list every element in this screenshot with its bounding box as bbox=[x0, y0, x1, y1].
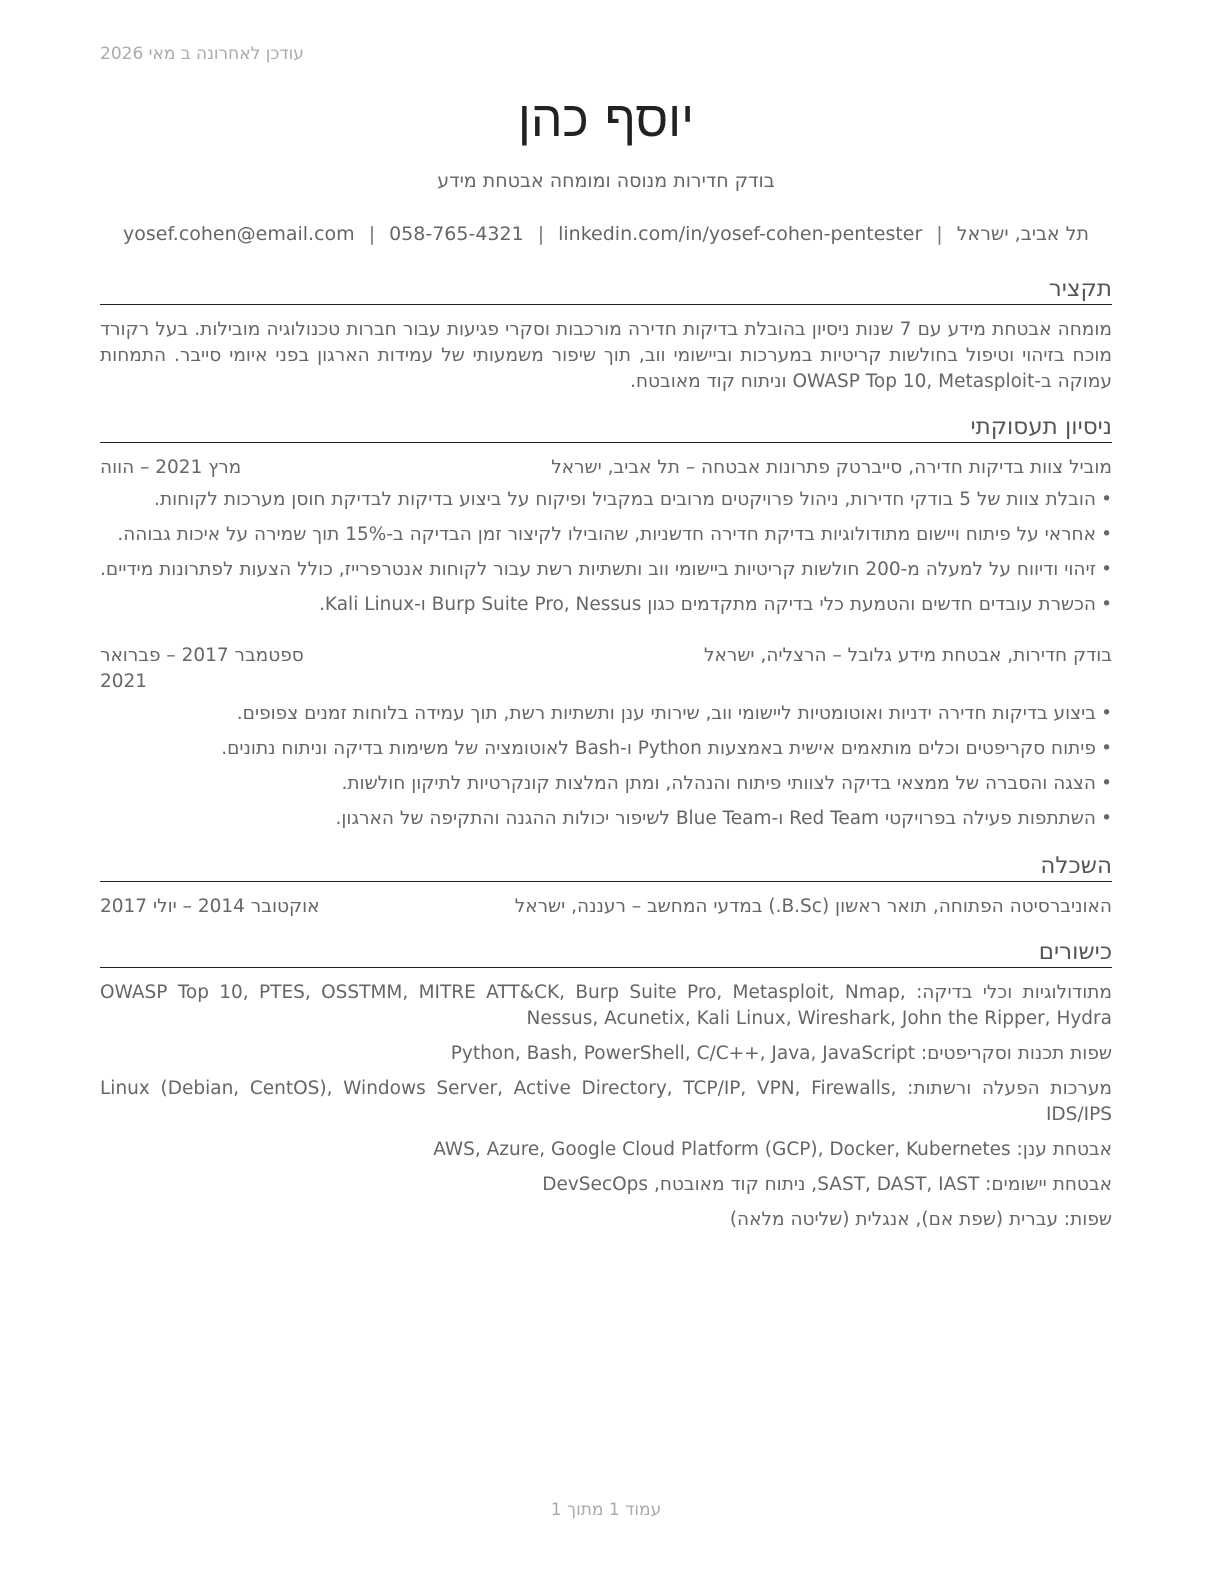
education-date: אוקטובר 2014 – יולי 2017 bbox=[100, 896, 320, 917]
summary-section bbox=[100, 274, 1112, 395]
candidate-subtitle: בודק חדירות מנוסה ומומחה אבטחת מידע bbox=[437, 170, 775, 192]
job-entry bbox=[100, 643, 1112, 832]
contact-separator: | bbox=[537, 223, 545, 245]
summary-text: מומחה אבטחת מידע עם 7 שנות ניסיון בהובלת בדיקות חדירה מורכבות וסקרי פגיעות עבור חברות טכנולוגיה מובילות. בעל רקורד מוכח בזיהוי וטיפול בחולשות קריטיות במערכות וביישומי ווב, תוך שיפור משמעותי של עמידות הארגון בפני איומי סייבר. התמחות עמוקה ב-OWASP Top 10, Metasploit וניתוח קוד מאובטח. bbox=[100, 319, 1112, 392]
contact-linkedin[interactable]: linkedin.com/in/yosef-cohen-pentester bbox=[558, 223, 923, 245]
job-bullets bbox=[100, 701, 1112, 832]
job-date: מרץ 2021 – הווה bbox=[100, 457, 242, 478]
contact-location: תל אביב, ישראל bbox=[956, 223, 1089, 245]
skill-line: אבטחת ענן: AWS, Azure, Google Cloud Platform (GCP), Docker, Kubernetes bbox=[433, 1139, 1112, 1160]
list-item: • זיהוי ודיווח על למעלה מ-200 חולשות קריטיות ביישומי ווב ותשתיות רשת עבור לקוחות אנטרפרייז, כולל הצעות לפתרונות מידיים. bbox=[100, 557, 1112, 583]
skill-line: אבטחת יישומים: SAST, DAST, IAST, ניתוח קוד מאובטח, DevSecOps bbox=[542, 1174, 1112, 1195]
skill-line: שפות: עברית (שפת אם), אנגלית (שליטה מלאה) bbox=[729, 1209, 1112, 1230]
skill-line: מתודולוגיות וכלי בדיקה: OWASP Top 10, PTES, OSSTMM, MITRE ATT&CK, Burp Suite Pro, Metasploit, Nmap, Nessus, Acunetix, Kali Linux, Wireshark, John the Ripper, Hydra bbox=[100, 982, 1112, 1029]
job-title: מוביל צוות בדיקות חדירה, סייברטק פתרונות אבטחה – תל אביב, ישראל bbox=[551, 457, 1112, 478]
skill-line: שפות תכנות וסקריפטים: Python, Bash, PowerShell, C/C++, Java, JavaScript bbox=[450, 1043, 1112, 1064]
education-title: השכלה bbox=[100, 851, 1112, 882]
job-title: בודק חדירות, אבטחת מידע גלובל – הרצליה, ישראל bbox=[704, 645, 1112, 666]
experience-section bbox=[100, 412, 1112, 841]
list-item: • ביצוע בדיקות חדירה ידניות ואוטומטיות ליישומי ווב, שירותי ענן ותשתיות רשת, תוך עמידה בלוחות זמנים צפופים. bbox=[100, 701, 1112, 727]
skill-line: מערכות הפעלה ורשתות: Linux (Debian, CentOS), Windows Server, Active Directory, TCP/IP, VPN, Firewalls, IDS/IPS bbox=[100, 1078, 1112, 1125]
job-entry bbox=[100, 455, 1112, 618]
list-item: • הובלת צוות של 5 בודקי חדירות, ניהול פרויקטים מרובים במקביל ופיקוח על ביצוע בדיקות לבדיקת חוסן מערכות לקוחות. bbox=[100, 487, 1112, 513]
resume-page bbox=[100, 0, 1112, 1584]
summary-title: תקציר bbox=[100, 274, 1112, 305]
contact-phone[interactable]: 058-765-4321 bbox=[389, 223, 524, 245]
contact-separator: | bbox=[936, 223, 943, 245]
page-number: עמוד 1 מתוך 1 bbox=[550, 1500, 662, 1520]
contact-line bbox=[100, 223, 1112, 245]
list-item: • הצגה והסברה של ממצאי בדיקה לצוותי פיתוח והנהלה, ומתן המלצות קונקרטיות לתיקון חולשות. bbox=[100, 771, 1112, 797]
list-item: • השתתפות פעילה בפרויקטי Red Team ו-Blue Team לשיפור יכולות ההגנה והתקיפה של הארגון. bbox=[100, 806, 1112, 832]
skills-section bbox=[100, 937, 1112, 1242]
list-item: • אחראי על פיתוח ויישום מתודולוגיות בדיקת חדירה חדשניות, שהובילו לקיצור זמן הבדיקה ב-15% תוך שמירה על איכות גבוהה. bbox=[100, 522, 1112, 548]
skills-title: כישורים bbox=[100, 937, 1112, 968]
job-date: ספטמבר 2017 – פברואר 2021 bbox=[100, 645, 304, 692]
list-item: • הכשרת עובדים חדשים והטמעת כלי בדיקה מתקדמים כגון Burp Suite Pro, Nessus ו-Kali Linux. bbox=[100, 592, 1112, 618]
education-degree: האוניברסיטה הפתוחה, תואר ראשון (B.Sc.) במדעי המחשב – רעננה, ישראל bbox=[514, 896, 1112, 917]
last-updated: עודכן לאחרונה ב מאי 2026 bbox=[100, 44, 304, 64]
experience-title: ניסיון תעסוקתי bbox=[100, 412, 1112, 443]
contact-email[interactable]: yosef.cohen@email.com bbox=[123, 223, 355, 245]
list-item: • פיתוח סקריפטים וכלים מותאמים אישית באמצעות Python ו-Bash לאוטומציה של משימות בדיקה וניתוח נתונים. bbox=[100, 736, 1112, 762]
job-bullets bbox=[100, 487, 1112, 618]
contact-separator: | bbox=[368, 223, 376, 245]
candidate-name: יוסף כהן bbox=[517, 90, 695, 148]
education-section bbox=[100, 851, 1112, 920]
education-entry bbox=[100, 894, 1112, 920]
